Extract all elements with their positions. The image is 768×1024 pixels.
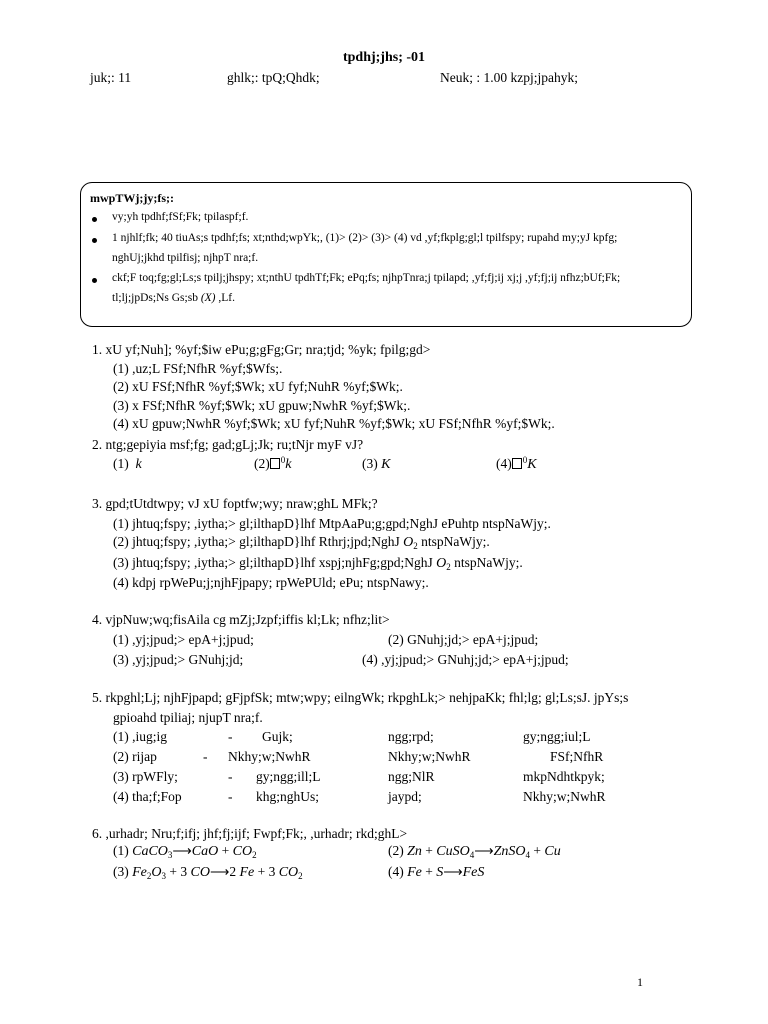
instructions-heading: mwpTWj;jy;fs;: — [90, 191, 174, 205]
instruction-mark: (X) — [200, 292, 216, 304]
question-3-option-3 — [113, 555, 523, 572]
missing-glyph-icon — [512, 458, 522, 469]
oxygen-subscript: 2 — [413, 541, 418, 551]
table-cell: - — [228, 789, 233, 804]
formula-part: Fe — [407, 865, 422, 880]
question-3-option-1: (1) jhtuq;fspy; ,iytha;> gl;ilthapD}lhf MtpAaPu;g;gpd;NghJ ePuhtp ntspNaWjy;. — [113, 516, 551, 531]
formula-part: CaCO — [132, 844, 168, 859]
instruction-item-cont: nghUj;jkhd tpilfisj; njhpT nra;f. — [112, 252, 259, 264]
question-6-option-2 — [388, 843, 561, 860]
page-number: 1 — [637, 975, 643, 989]
formula-part: O — [151, 865, 162, 880]
formula-part: FeS — [462, 865, 485, 880]
formula-part: CaO — [191, 844, 219, 859]
instruction-item: 1 njhlf;fk; 40 tiuAs;s tpdhf;fs; xt;nthd;wpYk;, (1)> (2)> (3)> (4) vd ,yf;fkplg;gl;l tpilfspy; rupahd my;yJ kpfg; — [112, 232, 618, 244]
question-2-option-4 — [496, 456, 537, 473]
option-number: (4) — [388, 864, 404, 879]
formula-subscript: 2 — [252, 850, 257, 860]
formula-subscript: 3 — [167, 850, 173, 860]
instruction-item-cont — [112, 292, 235, 304]
formula-part: ZnSO — [493, 844, 526, 859]
question-5-stem-cont: gpioahd tpiliaj; njupT nra;f. — [113, 710, 263, 725]
question-4-option-2: (2) GNuhj;jd;> epA+j;jpud; — [388, 632, 539, 647]
table-cell: gy;ngg;iul;L — [523, 729, 591, 744]
question-4-option-4: (4) ,yj;jpud;> GNuhj;jd;> epA+j;jpud; — [362, 652, 569, 667]
formula-part: CO — [278, 865, 299, 880]
formula-subscript: 3 — [161, 871, 167, 881]
question-6-option-3 — [113, 864, 303, 881]
question-2-option-3 — [362, 456, 390, 473]
option-number: (3) — [113, 864, 129, 879]
formula-subscript: 4 — [525, 850, 531, 860]
question-1-option-1: (1) ,uz;L FSf;NfhR %yf;$Wfs;. — [113, 361, 283, 376]
question-1-option-4: (4) xU gpuw;NwhR %yf;$Wk; xU fyf;NuhR %yf;$Wk; xU FSf;NfhR %yf;$Wk;. — [113, 416, 555, 431]
question-1-stem: 1. xU yf;Nuh]; %yf;$iw ePu;g;gFg;Gr; nra;tjd; %yk; fpilg;gd> — [92, 342, 431, 357]
question-3-option-2 — [113, 534, 490, 551]
option-number: (1) — [113, 456, 129, 471]
table-cell: Nkhy;w;NwhR — [523, 789, 606, 804]
reaction-arrow-icon: ⟶ — [443, 864, 463, 879]
reaction-arrow-icon: ⟶ — [474, 843, 494, 858]
question-4-stem: 4. vjpNuw;wq;fisAila cg mZj;Jzpf;iffis kl;Lk; nfhz;lit> — [92, 612, 390, 627]
formula-subscript: 2 — [298, 871, 303, 881]
oxygen-symbol: O — [436, 556, 447, 571]
bullet-icon — [92, 238, 97, 243]
option-value: K — [527, 457, 537, 472]
reaction-arrow-icon: ⟶ — [209, 864, 230, 879]
option-text: (3) jhtuq;fspy; ,iytha;> gl;ilthapD}lhf xspj;njhFg;gpd;NghJ — [113, 555, 433, 570]
formula-part: Cu — [544, 844, 561, 859]
formula-part: CO — [232, 844, 253, 859]
oxygen-symbol: O — [403, 535, 414, 550]
table-cell: jaypd; — [388, 789, 422, 804]
table-cell: Gujk; — [262, 729, 293, 744]
table-cell: (3) rpWFly; — [113, 769, 178, 784]
formula-part: CuSO — [436, 844, 470, 859]
plus-sign: + — [221, 843, 230, 858]
plus-sign: + — [533, 843, 542, 858]
question-3-option-4: (4) kdpj rpWePu;j;njhFjpapy; rpWePUld; ePu; ntspNawy;. — [113, 575, 429, 590]
instruction-item: ckf;F toq;fg;gl;Ls;s tpilj;jhspy; xt;nthU tpdhTf;Fk; ePq;fs; njhpTnra;j tpilapd; ,yf;fj;ij xj;j ,yf;fj;ij nfhz;bUf;Fk; — [112, 272, 621, 284]
oxygen-subscript: 2 — [446, 562, 451, 572]
page-title: tpdhj;jhs; -01 — [342, 50, 426, 65]
coefficient: 3 — [268, 864, 276, 879]
coefficient: 2 — [229, 864, 237, 879]
instruction-text: ,Lf. — [218, 292, 235, 304]
option-number: (4) — [496, 456, 512, 471]
option-value: K — [381, 457, 391, 472]
option-number: (2) — [254, 456, 270, 471]
formula-part: Fe — [132, 865, 147, 880]
table-cell: - — [228, 769, 233, 784]
degree-superscript: 0 — [522, 455, 528, 465]
question-6-option-4 — [388, 864, 484, 881]
coefficient: 3 — [180, 864, 188, 879]
option-number: (2) — [388, 843, 404, 858]
option-value: k — [135, 457, 142, 472]
table-cell: gy;ngg;ill;L — [256, 769, 321, 784]
question-4-option-3: (3) ,yj;jpud;> GNuhj;jd; — [113, 652, 244, 667]
bullet-icon — [92, 217, 97, 222]
option-number: (1) — [113, 843, 129, 858]
formula-part: Zn — [407, 844, 422, 859]
question-6-stem: 6. ,urhadr; Nru;f;ifj; jhf;fj;ijf; Fwpf;Fk;, ,urhadr; rkd;ghL> — [92, 826, 408, 841]
missing-glyph-icon — [270, 458, 280, 469]
question-5-stem: 5. rkpghl;Lj; njhFjpapd; gFjpfSk; mtw;wpy; eilngWk; rkpghLk;> nehjpaKk; fhl;lg; gl;Ls;sJ. jpYs;s — [92, 690, 629, 705]
table-cell: - — [228, 729, 233, 744]
reaction-arrow-icon: ⟶ — [172, 843, 192, 858]
table-cell: FSf;NfhR — [550, 749, 604, 764]
formula-subscript: 4 — [469, 850, 475, 860]
table-cell: Nkhy;w;NwhR — [228, 749, 311, 764]
degree-superscript: 0 — [280, 455, 286, 465]
instruction-text: tl;lj;jpDs;Ns Gs;sb — [112, 292, 198, 304]
table-cell: (2) rijap — [113, 749, 157, 764]
instruction-item: vy;yh tpdhf;fSf;Fk; tpilaspf;f. — [112, 211, 249, 223]
option-text: ntspNaWjy;. — [454, 555, 523, 570]
question-2-option-1 — [113, 456, 142, 473]
table-cell: khg;nghUs; — [256, 789, 320, 804]
table-cell: Nkhy;w;NwhR — [388, 749, 471, 764]
plus-sign: + — [425, 864, 433, 879]
duration-label: Neuk; : 1.00 kzpj;jpahyk; — [440, 70, 578, 85]
question-3-stem: 3. gpd;tUtdtwpy; vJ xU foptfw;wy; nraw;ghL MFk;? — [92, 496, 378, 511]
question-6-option-1 — [113, 843, 257, 860]
table-cell: ngg;NlR — [388, 769, 435, 784]
plus-sign: + — [425, 843, 433, 858]
table-cell: - — [203, 749, 208, 764]
formula-part: CO — [190, 865, 210, 880]
table-cell: ngg;rpd; — [388, 729, 434, 744]
question-4-option-1: (1) ,yj;jpud;> epA+j;jpud; — [113, 632, 254, 647]
question-2-stem: 2. ntg;gepiyia msf;fg; gad;gLj;Jk; ru;tNjr myF vJ? — [92, 437, 364, 452]
table-cell: (4) tha;f;Fop — [113, 789, 182, 804]
bullet-icon — [92, 278, 97, 283]
question-1-option-3: (3) x FSf;NfhR %yf;$Wk; xU gpuw;NwhR %yf;$Wk;. — [113, 398, 411, 413]
table-cell: (1) ,iug;ig — [113, 729, 167, 744]
option-text: (2) jhtuq;fspy; ,iytha;> gl;ilthapD}lhf Rthrj;jpd;NghJ — [113, 534, 400, 549]
formula-part: Fe — [239, 865, 255, 880]
formula-subscript: 2 — [146, 871, 152, 881]
question-1-option-2: (2) xU FSf;NfhR %yf;$Wk; xU fyf;NuhR %yf;$Wk;. — [113, 379, 403, 394]
grade-label: juk;: 11 — [90, 70, 132, 85]
plus-sign: + — [257, 864, 266, 879]
plus-sign: + — [169, 864, 178, 879]
formula-part: S — [436, 865, 444, 880]
question-2-option-2 — [254, 456, 291, 473]
option-text: ntspNaWjy;. — [421, 534, 490, 549]
table-cell: mkpNdhtkpyk; — [523, 769, 605, 784]
option-number: (3) — [362, 456, 378, 471]
option-value: k — [285, 457, 292, 472]
subject-label: ghlk;: tpQ;Qhdk; — [227, 70, 320, 85]
